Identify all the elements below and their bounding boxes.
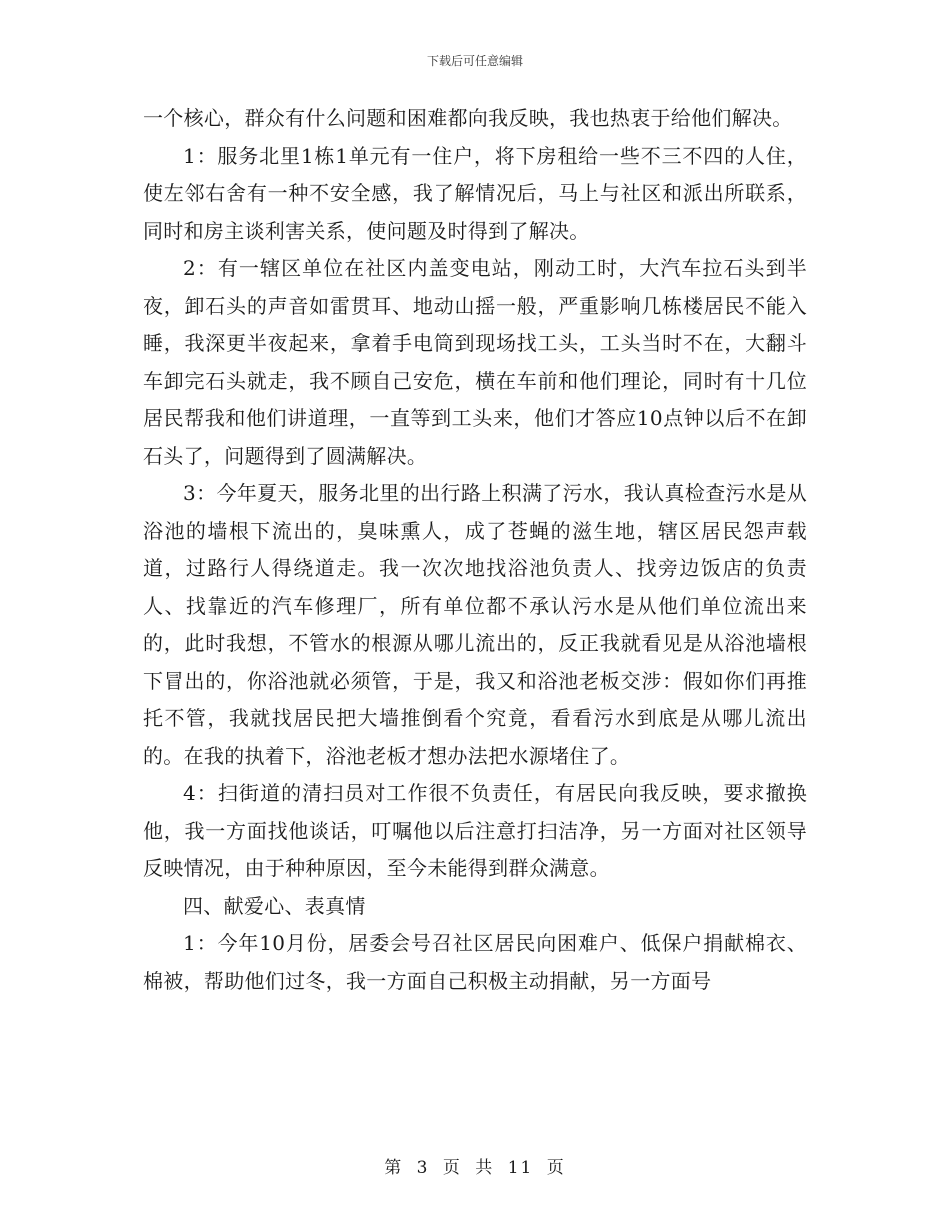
paragraph-continuation: 一个核心，群众有什么问题和困难都向我反映，我也热衷于给他们解决。 xyxy=(143,106,793,130)
paragraph-item-2: 2：有一辖区单位在社区内盖变电站，刚动工时，大汽车拉石头到半夜，卸石头的声音如雷贯耳、地动山摇一般，严重影响几栋楼居民不能入睡，我深更半夜起来，拿着手电筒到现场找工头，工头当时不在，大翻斗车卸完石头就走，我不顾自己安危，横在车前和他们理论，同时有十几位居民帮我和他们讲道理，一直等到工头来，他们才答应10点钟以后不在卸石头了，问题得到了圆满解决。 xyxy=(143,256,807,468)
paragraph-section4-item-1: 1：今年10月份，居委会号召社区居民向困难户、低保户捐献棉衣、棉被，帮助他们过冬，我一方面自己积极主动捐献，另一方面号 xyxy=(143,931,807,993)
page-number-footer: 第 3 页 共 11 页 xyxy=(384,1158,566,1178)
paragraph-item-3: 3：今年夏天，服务北里的出行路上积满了污水，我认真检查污水是从浴池的墙根下流出的，臭味熏人，成了苍蝇的滋生地，辖区居民怨声载道，过路行人得绕道走。我一次次地找浴池负责人、找旁边饭店的负责人、找靠近的汽车修理厂，所有单位都不承认污水是从他们单位流出来的，此时我想，不管水的根源从哪儿流出的，反正我就看见是从浴池墙根下冒出的，你浴池就必须管，于是，我又和浴池老板交涉：假如你们再推托不管，我就找居民把大墙推倒看个究竟，看看污水到底是从哪儿流出的。在我的执着下，浴池老板才想办法把水源堵住了。 xyxy=(143,481,807,768)
section-heading: 四、献爱心、表真情 xyxy=(183,893,366,918)
paragraph-item-1: 1：服务北里1栋1单元有一住户，将下房租给一些不三不四的人住，使左邻右舍有一种不安全感，我了解情况后，马上与社区和派出所联系，同时和房主谈利害关系，使问题及时得到了解决。 xyxy=(143,143,807,243)
document-body xyxy=(143,100,807,1000)
page-header-note: 下载后可任意编辑 xyxy=(426,54,523,68)
paragraph-item-4: 4：扫街道的清扫员对工作很不负责任，有居民向我反映，要求撤换他，我一方面找他谈话，叮嘱他以后注意打扫洁净，另一方面对社区领导反映情况，由于种种原因，至今未能得到群众满意。 xyxy=(143,781,807,880)
